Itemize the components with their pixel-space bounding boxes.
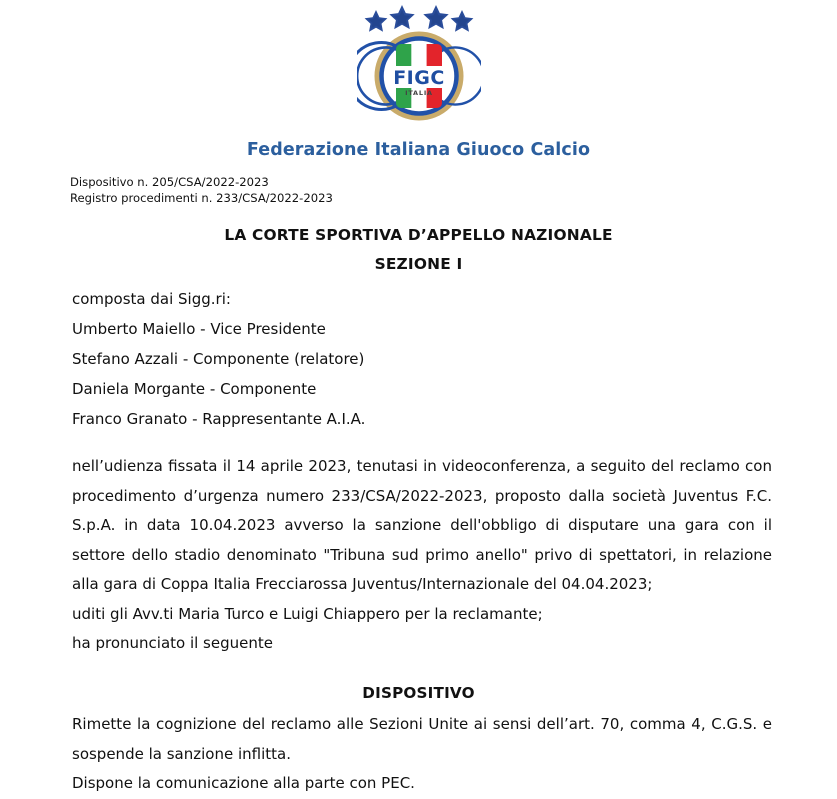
- body-text-block: [72, 452, 772, 659]
- hearing-paragraph: nell’udienza fissata il 14 aprile 2023, tenutasi in videoconferenza, a seguito del reclamo con procedimento d’urgenza numero 233/CSA/2022-2023, proposto dalla società Juventus F.C. S.p.A. in data 10.04.2023 avverso la sanzione dell'obbligo di disputare una gara con il settore dello stadio denominato "Tribuna sud primo anello" privo di spettatori, in relazione alla gara di Coppa Italia Frecciarossa Juventus/Internazionale del 04.04.2023;: [72, 457, 772, 593]
- panel-member: Stefano Azzali - Componente (relatore): [72, 350, 365, 368]
- pronounce-line: ha pronunciato il seguente: [72, 634, 273, 652]
- logo-container: [0, 4, 837, 122]
- dispositivo-line: Rimette la cognizione del reclamo alle Sezioni Unite ai sensi dell’art. 70, comma 4, C.G.S. e sospende la sanzione inflitta.: [72, 715, 772, 763]
- federation-title: Federazione Italiana Giuoco Calcio: [246, 140, 591, 160]
- composition-intro: composta dai Sigg.ri:: [72, 290, 231, 308]
- svg-text:FIGC: FIGC: [392, 67, 445, 89]
- dispositivo-line: Dispone la comunicazione alla parte con PEC.: [72, 774, 415, 792]
- heard-counsel-line: uditi gli Avv.ti Maria Turco e Luigi Chiappero per la reclamante;: [72, 604, 543, 623]
- panel-member: Daniela Morgante - Componente: [72, 380, 317, 398]
- court-title: LA CORTE SPORTIVA D’APPELLO NAZIONALE: [224, 226, 613, 244]
- dispositivo-number: Dispositivo n. 205/CSA/2022-2023: [70, 175, 269, 189]
- registro-number: Registro procedimenti n. 233/CSA/2022-2023: [70, 190, 333, 205]
- figc-crest-icon: [357, 4, 481, 122]
- reference-block: [70, 175, 333, 206]
- svg-text:ITALIA: ITALIA: [404, 89, 433, 97]
- panel-member: Umberto Maiello - Vice Presidente: [72, 320, 326, 338]
- composition-block: [72, 284, 772, 434]
- court-section: SEZIONE I: [374, 255, 463, 273]
- dispositivo-heading: DISPOSITIVO: [362, 684, 475, 702]
- panel-member: Franco Granato - Rappresentante A.I.A.: [72, 410, 366, 428]
- dispositivo-body: [72, 710, 772, 799]
